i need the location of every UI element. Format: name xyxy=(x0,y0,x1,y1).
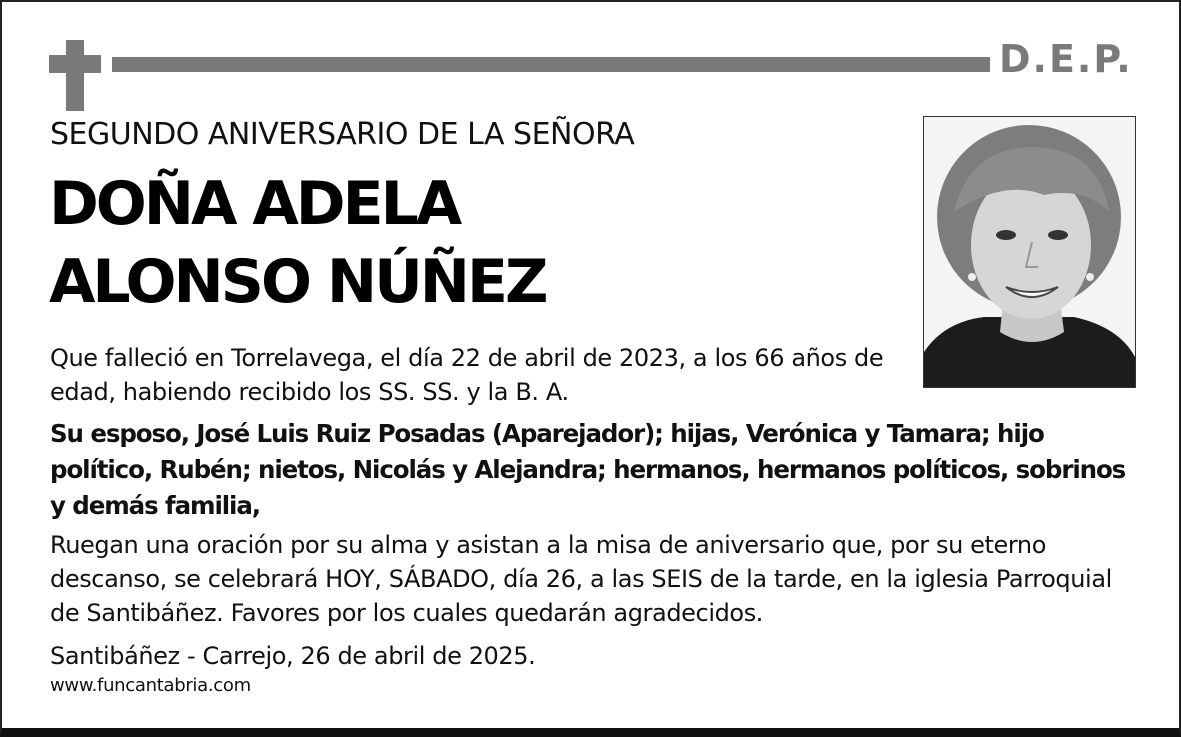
portrait-image xyxy=(924,117,1135,387)
header-rule xyxy=(112,57,990,72)
death-paragraph: Que falleció en Torrelavega, el día 22 de abril de 2023, a los 66 años de edad, habiendo recibido los SS. SS. y la B. A. xyxy=(50,344,884,406)
portrait-photo xyxy=(923,116,1136,388)
dep-label: D.E.P. xyxy=(999,37,1133,81)
deceased-name-line2: ALONSO NÚÑEZ xyxy=(49,247,546,317)
place-date: Santibáñez - Carrejo, 26 de abril de 2025. xyxy=(50,642,536,670)
cross-icon-bar xyxy=(49,55,101,73)
website-link[interactable]: www.funcantabria.com xyxy=(50,675,251,696)
deceased-name-line1: DOÑA ADELA xyxy=(49,169,460,239)
mass-paragraph: Ruegan una oración por su alma y asistan a la misa de aniversario que, por su eterno descanso, se celebrará HOY, SÁBADO, día 26, a las SEIS de la tarde, en la iglesia Parroquial de Santibáñez. Favores por los cuales quedarán agradecidos. xyxy=(50,531,1112,627)
family-paragraph: Su esposo, José Luis Ruiz Posadas (Aparejador); hijas, Verónica y Tamara; hijo político, Rubén; nietos, Nicolás y Alejandra; hermanos, hermanos políticos, sobrinos y demás familia, xyxy=(50,419,1126,520)
notice-subtitle: SEGUNDO ANIVERSARIO DE LA SEÑORA xyxy=(50,117,635,152)
cross-icon xyxy=(66,40,84,111)
